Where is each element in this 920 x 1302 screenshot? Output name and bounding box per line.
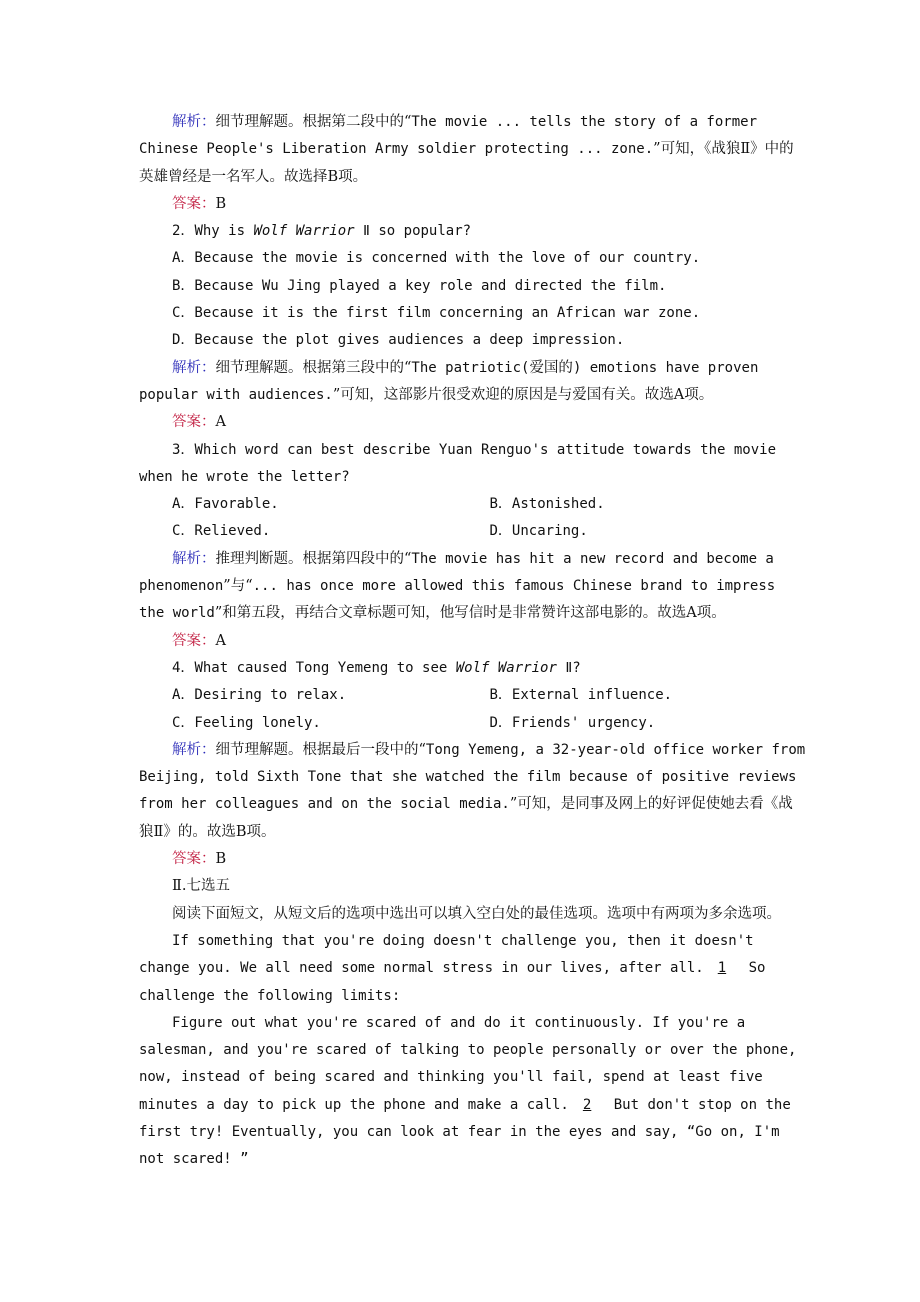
q4-analysis-quote: Tong Yemeng, a 32-year-old office worker from Beijing, told Sixth Tone that she watched the film because of positive reviews from her colleagues and on the social media. <box>139 741 806 813</box>
paragraph-2-text-a: Figure out what you're scared of and do it continuously. If you're a salesman, and you're scared of talking to people personally or over the phone, now, instead of being scared and thinking you'll fail, spend at least five minutes a day to pick up the phone and make a call. <box>139 1014 797 1113</box>
q2-option-c: C．Because it is the first film concerning an African war zone. <box>172 305 701 322</box>
q2-number: 2． <box>172 223 195 240</box>
q2-stem <box>139 218 807 245</box>
q3-stem-text: Which word can best describe Yuan Renguo's attitude towards the movie when he wrote the letter? <box>139 441 777 485</box>
q1-analysis-text-2: ”可知，《战狼Ⅱ》中的英雄曾经是一名军人。故选择B项。 <box>139 141 794 185</box>
q1-analysis <box>139 109 807 191</box>
paragraph-1-text-b: So challenge the following limits: <box>139 960 766 1004</box>
blank-1-number: 1 <box>717 960 727 977</box>
q4-analysis-text-2: ”可知，是同事及网上的好评促使她去看《战狼Ⅱ》的。故选B项。 <box>139 796 793 840</box>
q4-number: 4． <box>172 659 195 676</box>
q1-analysis-text-1: 细节理解题。根据第二段中的“ <box>215 114 412 130</box>
q3-analysis-quote-2: ... has once more allowed this famous Chinese brand to impress the world <box>139 578 776 622</box>
paragraph-1-text-a: If something that you're doing doesn't challenge you, then it doesn't change you. We all need some normal stress in our lives, after all. <box>139 932 754 977</box>
q2-analysis-gloss: 爱国的 <box>529 359 573 376</box>
q4-option-d: D．Friends' urgency. <box>489 714 656 731</box>
q3-option-a: A．Favorable. <box>172 496 279 513</box>
q4-stem-post: Ⅱ? <box>556 659 581 676</box>
q4-option-b: B．External influence. <box>489 687 673 704</box>
q3-analysis-text-3: ”和第五段，再结合文章标题可知，他写信时是非常赞许这部电影的。故选A项。 <box>214 605 726 622</box>
q3-number: 3． <box>172 441 195 458</box>
q4-analysis-text-1: 细节理解题。根据最后一段中的“ <box>215 741 426 758</box>
q3-option-c: C．Relieved. <box>172 523 271 540</box>
q4-answer-value: B <box>215 851 227 868</box>
document-content <box>139 109 807 1174</box>
q3-analysis-label: 解析： <box>172 550 216 567</box>
q4-stem <box>139 655 807 682</box>
q2-answer-label: 答案： <box>172 414 216 431</box>
q3-option-b: B．Astonished. <box>489 496 605 513</box>
q3-analysis-text-2: ”与“ <box>223 578 253 595</box>
q3-stem <box>139 437 807 492</box>
q4-answer <box>139 846 807 873</box>
q2-option-b: B．Because Wu Jing played a key role and directed the film. <box>172 277 667 294</box>
q4-analysis <box>139 737 807 846</box>
q4-analysis-label: 解析： <box>172 741 216 758</box>
q3-analysis <box>139 546 807 628</box>
paragraph-2-text-b: But don't stop on the first try! Eventually, you can look at fear in the eyes and say, “Go on, I'm not scared! ” <box>139 1096 791 1168</box>
q2-analysis-quote-1: The patriotic( <box>411 359 530 376</box>
q2-option-d: D．Because the plot gives audiences a deep impression. <box>172 332 625 349</box>
q2-analysis-quote-2: ) emotions have proven popular with audiences. <box>139 359 759 403</box>
blank-2-number: 2 <box>582 1096 592 1113</box>
q4-option-c: C．Feeling lonely. <box>172 714 321 731</box>
q2-analysis <box>139 355 807 410</box>
q2-film-title: Wolf Warrior <box>253 223 355 240</box>
q1-answer <box>139 191 807 218</box>
q4-stem-pre: What caused Tong Yemeng to see <box>194 659 456 676</box>
section-heading: Ⅱ.七选五 <box>172 878 230 895</box>
q2-analysis-text-2: ”可知，这部影片很受欢迎的原因是与爱国有关。故选A项。 <box>332 386 714 403</box>
q2-stem-pre: Why is <box>194 223 254 240</box>
q4-answer-label: 答案： <box>172 851 216 868</box>
blank-2 <box>569 1097 605 1113</box>
q4-options-row-1 <box>139 682 807 709</box>
q3-options-row-2 <box>139 518 807 545</box>
q3-answer-label: 答案： <box>172 632 216 649</box>
q3-option-d: D．Uncaring. <box>489 523 588 540</box>
q1-analysis-label: 解析： <box>172 114 216 130</box>
q2-option-a: A．Because the movie is concerned with the love of our country. <box>172 250 701 267</box>
section-instruction: 阅读下面短文，从短文后的选项中选出可以填入空白处的最佳选项。选项中有两项为多余选项。 <box>172 905 781 922</box>
q2-answer <box>139 409 807 436</box>
passage-paragraph-1 <box>139 928 807 1010</box>
q3-analysis-text-1: 推理判断题。根据第四段中的“ <box>215 550 412 567</box>
q1-answer-value: B <box>215 195 227 212</box>
q2-analysis-label: 解析： <box>172 359 216 376</box>
q2-stem-post: Ⅱ so popular? <box>354 223 472 240</box>
q3-analysis-quote-1: The movie has hit a new record and become a phenomenon <box>139 550 774 595</box>
passage-paragraph-2 <box>139 1010 807 1174</box>
q3-options-row-1 <box>139 491 807 518</box>
q2-analysis-text-1: 细节理解题。根据第三段中的“ <box>215 359 412 376</box>
blank-1 <box>704 960 740 976</box>
q2-answer-value: A <box>215 414 226 431</box>
q4-option-a: A．Desiring to relax. <box>172 687 347 704</box>
q4-film-title: Wolf Warrior <box>455 659 557 676</box>
q3-answer <box>139 628 807 655</box>
q4-options-row-2 <box>139 710 807 737</box>
q1-analysis-quote: The movie ... tells the story of a former Chinese People's Liberation Army soldier protecting ... zone. <box>139 114 757 158</box>
q1-answer-label: 答案： <box>172 195 216 212</box>
q3-answer-value: A <box>215 632 226 649</box>
